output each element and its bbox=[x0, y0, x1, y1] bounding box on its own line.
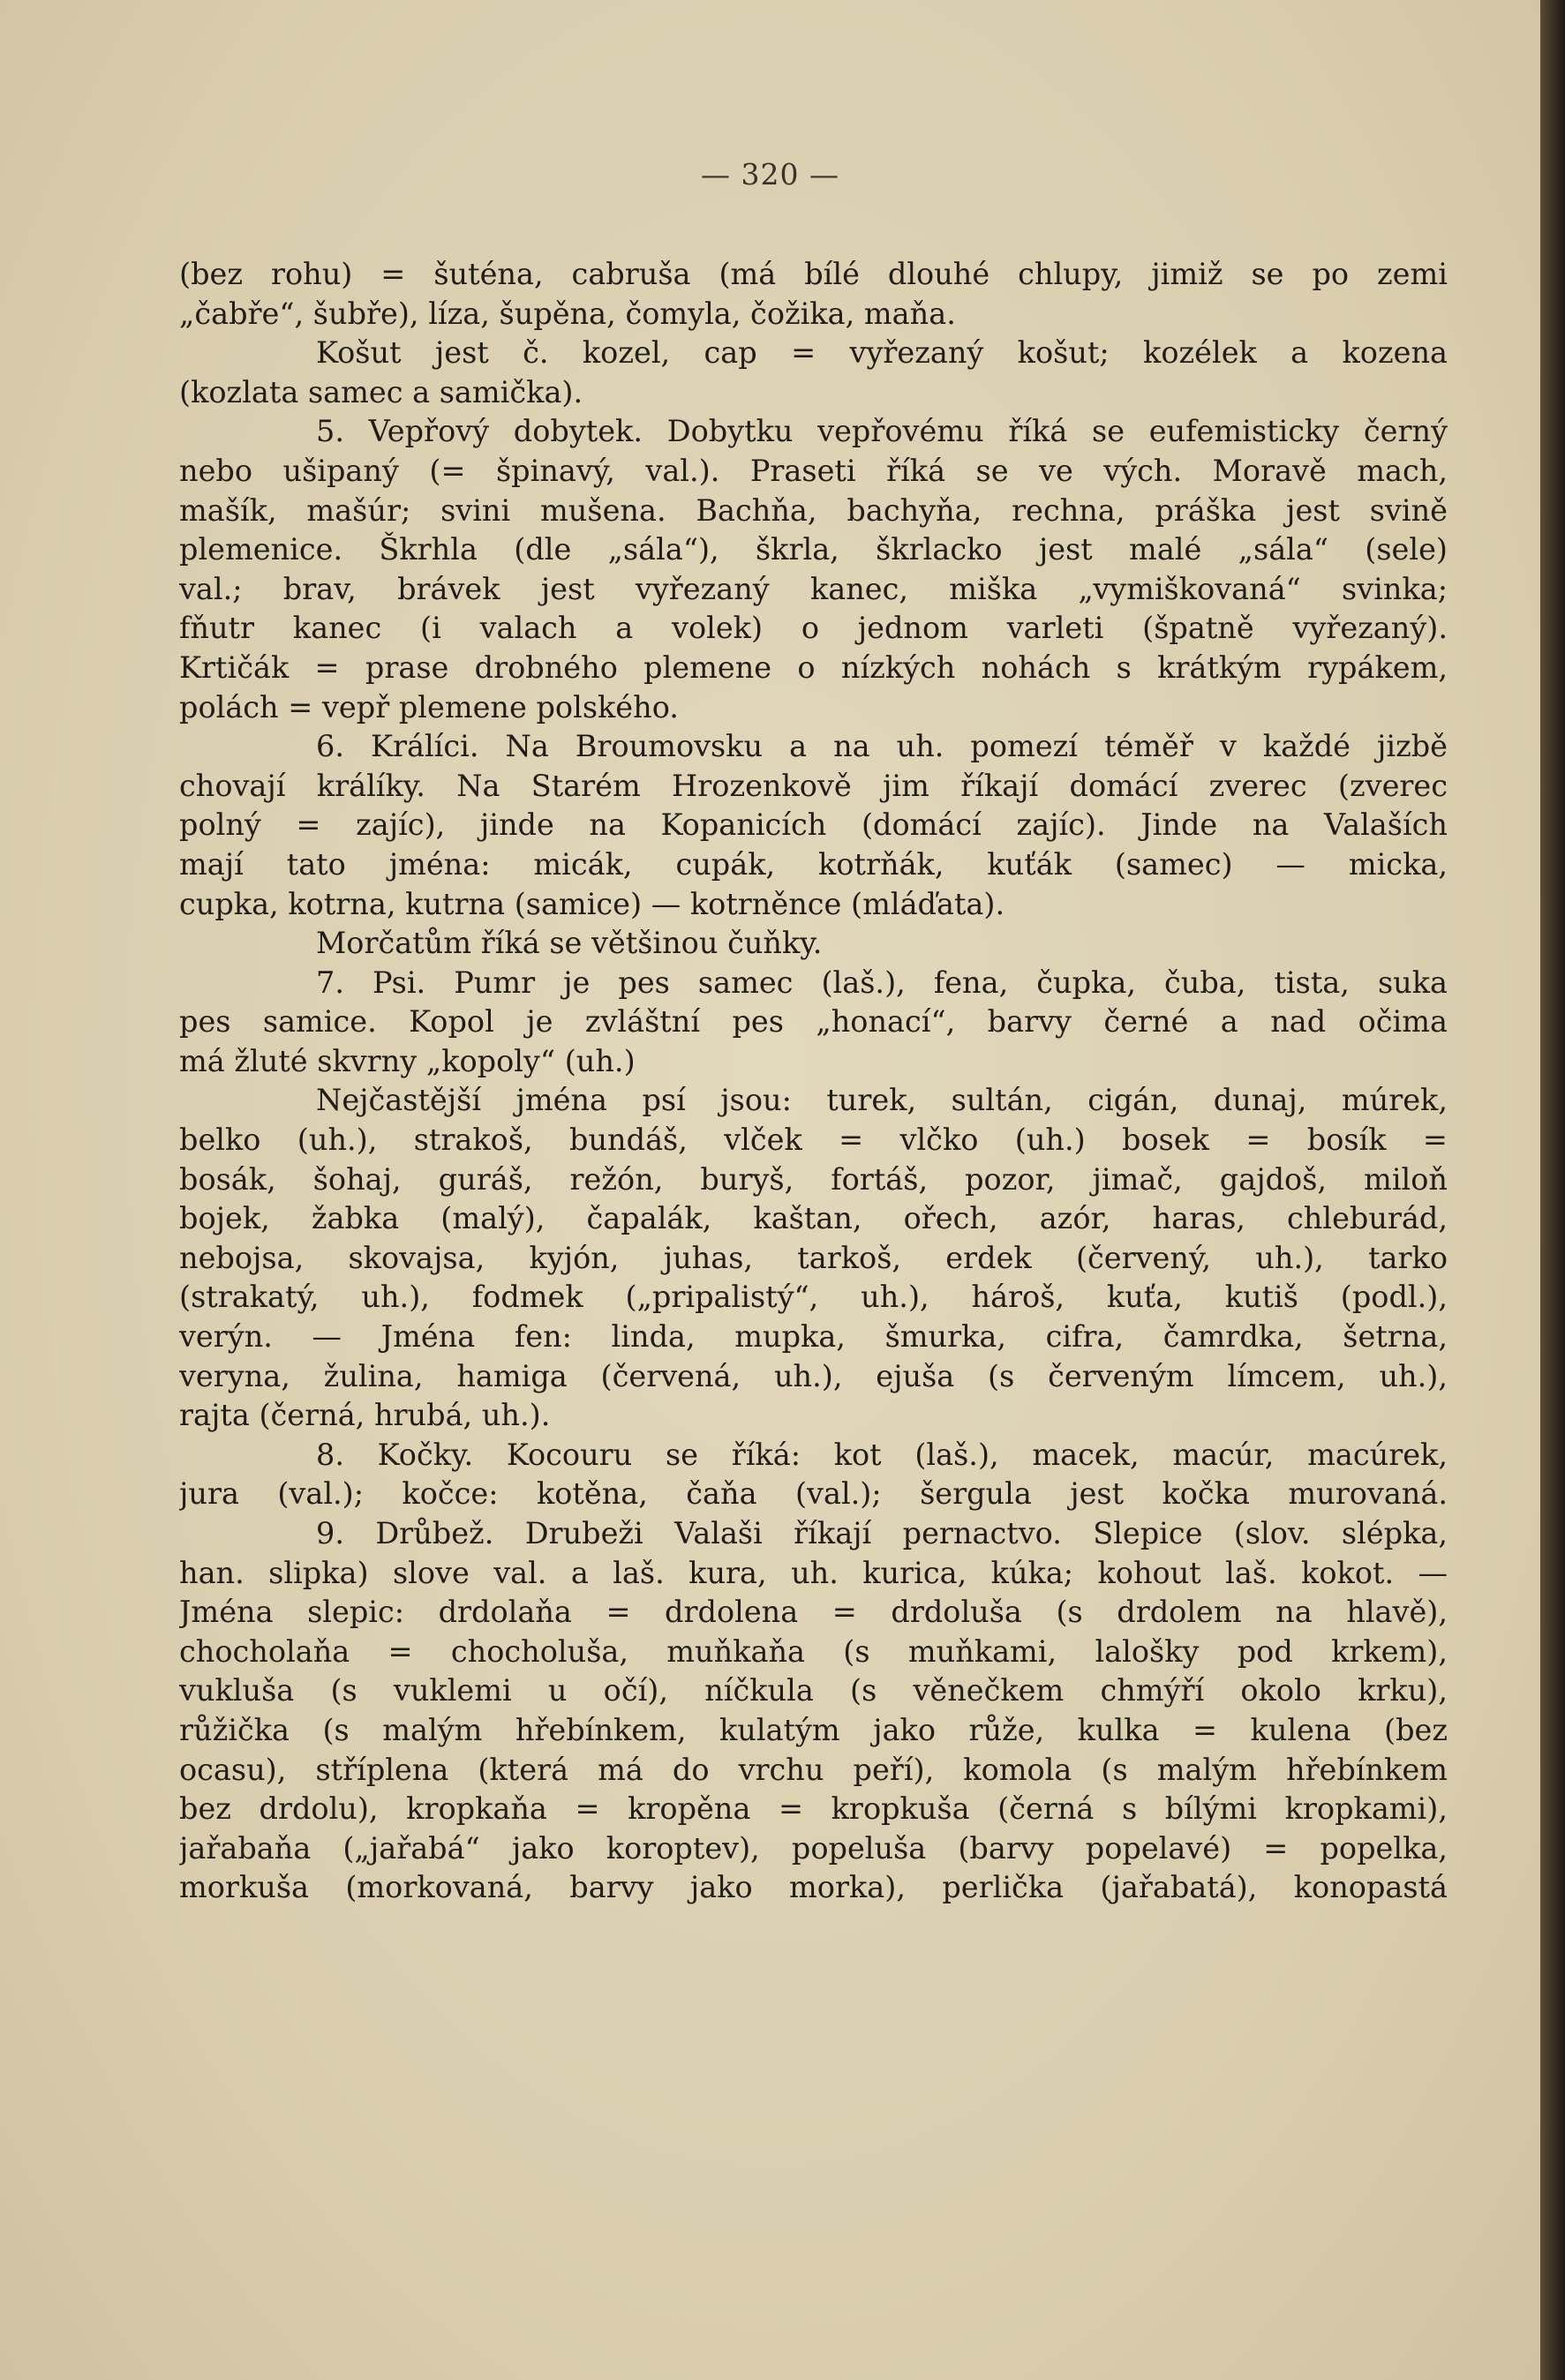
text-line: nebojsa, skovajsa, kyjón, juhas, tarkoš, erdek (červený, uh.), tarko bbox=[179, 1240, 1448, 1275]
text-line: bojek, žabka (malý), čapalák, kaštan, ořech, azór, haras, chleburád, bbox=[179, 1201, 1448, 1236]
text-line: chovají králíky. Na Starém Hrozenkově jim říkají domácí zverec (zverec bbox=[179, 768, 1448, 803]
text-line: (kozlata samec a samička). bbox=[179, 374, 583, 409]
book-spine-edge bbox=[1540, 0, 1565, 2380]
text-line: 9. Drůbež. Drubeži Valaši říkají pernactvo. Slepice (slov. slépka, bbox=[316, 1516, 1448, 1550]
body-text bbox=[179, 255, 1448, 1908]
text-line: mašík, mašúr; svini mušena. Bachňa, bachyňa, rechna, práška jest svině bbox=[179, 492, 1448, 528]
text-line: má žluté skvrny „kopoly“ (uh.) bbox=[179, 1043, 636, 1078]
text-line: 6. Králíci. Na Broumovsku a na uh. pomezí téměř v každé jizbě bbox=[316, 729, 1448, 764]
text-line: veryna, žulina, hamiga (červená, uh.), ejuša (s červeným límcem, uh.), bbox=[179, 1358, 1448, 1393]
text-line: bez drdolu), kropkaňa = kropěna = kropkuša (černá s bílými kropkami), bbox=[179, 1791, 1448, 1827]
text-line: rajta (černá, hrubá, uh.). bbox=[179, 1398, 551, 1433]
text-line: bosák, šohaj, guráš, režón, buryš, fortáš, pozor, jimač, gajdoš, miloň bbox=[179, 1161, 1448, 1197]
page-number: — 320 — bbox=[701, 157, 839, 191]
text-line: ocasu), stříplena (která má do vrchu peří), komola (s malým hřebínkem bbox=[179, 1752, 1448, 1787]
text-line: Krtičák = prase drobného plemene o nízkých nohách s krátkým rypákem, bbox=[179, 649, 1448, 685]
text-line: pes samice. Kopol je zvláštní pes „honací“, barvy černé a nad očima bbox=[179, 1004, 1448, 1040]
text-line: vukluša (s vuklemi u očí), níčkula (s věnečkem chmýří okolo krku), bbox=[179, 1673, 1448, 1708]
text-line: fňutr kanec (i valach a volek) o jednom varleti (špatně vyřezaný). bbox=[179, 611, 1448, 646]
text-line: polný = zajíc), jinde na Kopanicích (domácí zajíc). Jinde na Valaších bbox=[179, 807, 1448, 843]
text-line: růžička (s malým hřebínkem, kulatým jako růže, kulka = kulena (bez bbox=[179, 1712, 1448, 1747]
text-line: „čabře“, šubře), líza, šupěna, čomyla, čožika, maňa. bbox=[179, 296, 956, 331]
text-line: cupka, kotrna, kutrna (samice) — kotrněnce (mláďata). bbox=[179, 886, 1005, 921]
text-line: 5. Vepřový dobytek. Dobytku vepřovému říká se eufemisticky černý bbox=[316, 414, 1448, 449]
text-line: Nejčastější jména psí jsou: turek, sultán, cigán, dunaj, múrek, bbox=[316, 1083, 1448, 1118]
text-line: verýn. — Jména fen: linda, mupka, šmurka, cifra, čamrdka, šetrna, bbox=[179, 1319, 1448, 1355]
text-line: plemenice. Škrhla (dle „sála“), škrla, škrlacko jest malé „sála“ (sele) bbox=[179, 532, 1448, 567]
text-line: chocholaňa = chocholuša, muňkaňa (s muňkami, lalošky pod krkem), bbox=[179, 1633, 1448, 1669]
text-line: Morčatům říká se většinou čuňky. bbox=[316, 926, 823, 961]
text-line: (strakatý, uh.), fodmek („pripalistý“, uh.), hároš, kuťa, kutiš (podl.), bbox=[179, 1280, 1448, 1315]
text-line: mají tato jména: micák, cupák, kotrňák, kuťák (samec) — micka, bbox=[179, 846, 1448, 882]
text-line: 7. Psi. Pumr je pes samec (laš.), fena, čupka, čuba, tista, suka bbox=[316, 965, 1448, 1000]
text-line: Košut jest č. kozel, cap = vyřezaný košut; kozélek a kozena bbox=[316, 335, 1448, 371]
text-line: han. slipka) slove val. a laš. kura, uh. kurica, kúka; kohout laš. kokot. — bbox=[179, 1555, 1448, 1590]
text-line: Jména slepic: drdolaňa = drdolena = drdoluša (s drdolem na hlavě), bbox=[179, 1595, 1448, 1630]
text-line: jařabaňa („jařabá“ jako koroptev), popeluša (barvy popelavé) = popelka, bbox=[179, 1830, 1448, 1866]
text-line: (bez rohu) = šuténa, cabruša (má bílé dlouhé chlupy, jimiž se po zemi bbox=[179, 257, 1448, 291]
text-line: 8. Kočky. Kocouru se říká: kot (laš.), macek, macúr, macúrek, bbox=[316, 1437, 1448, 1472]
text-line: polách = vepř plemene polského. bbox=[179, 689, 679, 725]
text-line: morkuša (morkovaná, barvy jako morka), perlička (jařabatá), konopastá bbox=[179, 1870, 1448, 1905]
text-line: val.; brav, brávek jest vyřezaný kanec, miška „vymiškovaná“ svinka; bbox=[179, 571, 1448, 606]
text-line: jura (val.); kočce: kotěna, čaňa (val.); šergula jest kočka murovaná. bbox=[179, 1476, 1448, 1512]
text-line: nebo ušipaný (= špinavý, val.). Praseti říká se ve vých. Moravě mach, bbox=[179, 453, 1448, 488]
text-line: belko (uh.), strakoš, bundáš, vlček = vlčko (uh.) bosek = bosík = bbox=[179, 1122, 1448, 1158]
